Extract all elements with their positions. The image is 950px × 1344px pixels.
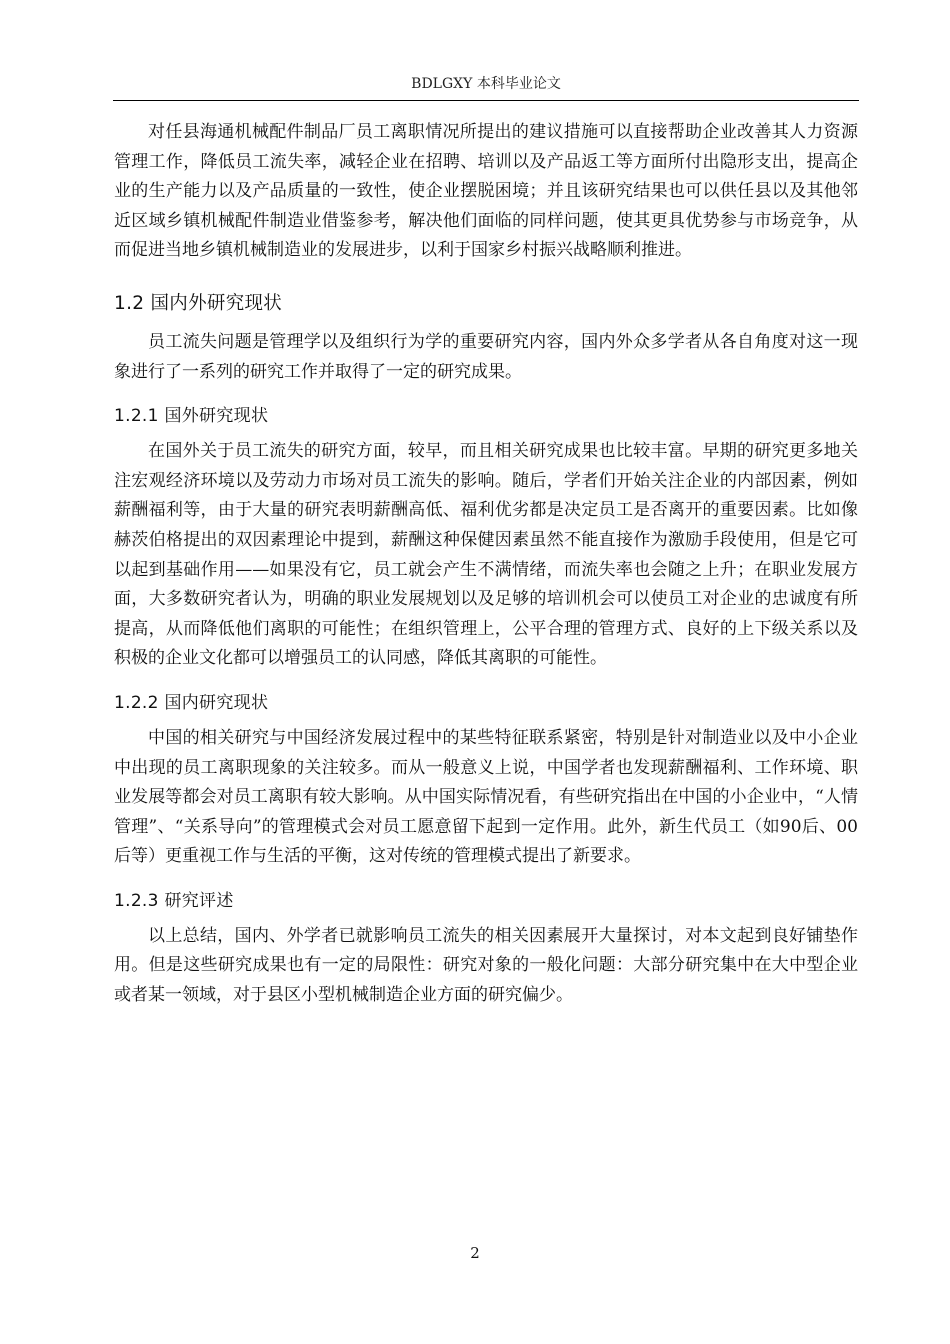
section-1-2-1-paragraph: 在国外关于员工流失的研究方面，较早，而且相关研究成果也比较丰富。早期的研究更多地关注宏观经济环境以及劳动力市场对员工流失的影响。随后，学者们开始关注企业的内部因素，例如薪酬福利等，由于大量的研究表明薪酬高低、福利优劣都是决定员工是否离开的重要因素。比如像赫茨伯格提出的双因素理论中提到，薪酬这种保健因素虽然不能直接作为激励手段使用，但是它可以起到基础作用——如果没有它，员工就会产生不满情绪，而流失率也会随之上升；在职业发展方面，大多数研究者认为，明确的职业发展规划以及足够的培训机会可以使员工对企业的忠诚度有所提高，从而降低他们离职的可能性；在组织管理上，公平合理的管理方式、良好的上下级关系以及积极的企业文化都可以增强员工的认同感，降低其离职的可能性。	[114, 441, 858, 669]
section-1-2-2-paragraph: 中国的相关研究与中国经济发展过程中的某些特征联系紧密，特别是针对制造业以及中小企业中出现的员工离职现象的关注较多。而从一般意义上说，中国学者也发现薪酬福利、工作环境、职业发展等都会对员工离职有较大影响。从中国实际情况看，有些研究指出在中国的小企业中，“人情管理”、“关系导向”的管理模式会对员工愿意留下起到一定作用。此外，新生代员工（如90后、00后等）更重视工作与生活的平衡，这对传统的管理模式提出了新要求。	[114, 727, 858, 867]
header-divider	[113, 100, 859, 101]
intro-paragraph: 对任县海通机械配件制品厂员工离职情况所提出的建议措施可以直接帮助企业改善其人力资源管理工作，降低员工流失率，减轻企业在招聘、培训以及产品返工等方面所付出隐形支出，提高企业的生产能力以及产品质量的一致性，使企业摆脱困境；并且该研究结果也可以供任县以及其他邻近区域乡镇机械配件制造业借鉴参考，解决他们面临的同样问题，使其更具优势参与市场竞争，从而促进当地乡镇机械制造业的发展进步，以利于国家乡村振兴战略顺利推进。	[114, 122, 858, 261]
section-heading-1-2-2: 1.2.2 国内研究现状	[114, 692, 269, 713]
page-number: 2	[470, 1244, 480, 1262]
section-1-2-3-paragraph: 以上总结，国内、外学者已就影响员工流失的相关因素展开大量探讨，对本文起到良好铺垫作用。但是这些研究成果也有一定的局限性：研究对象的一般化问题：大部分研究集中在大中型企业或者某一领域，对于县区小型机械制造企业方面的研究偏少。	[114, 925, 858, 1006]
section-heading-1-2-1: 1.2.1 国外研究现状	[114, 406, 269, 427]
section-heading-1-2: 1.2 国内外研究现状	[114, 292, 283, 314]
body-content	[114, 118, 858, 1011]
section-heading-1-2-3: 1.2.3 研究评述	[114, 890, 234, 911]
section-1-2-paragraph: 员工流失问题是管理学以及组织行为学的重要研究内容，国内外众多学者从各自角度对这一现象进行了一系列的研究工作并取得了一定的研究成果。	[114, 331, 858, 382]
running-header: BDLGXY 本科毕业论文	[411, 76, 561, 92]
